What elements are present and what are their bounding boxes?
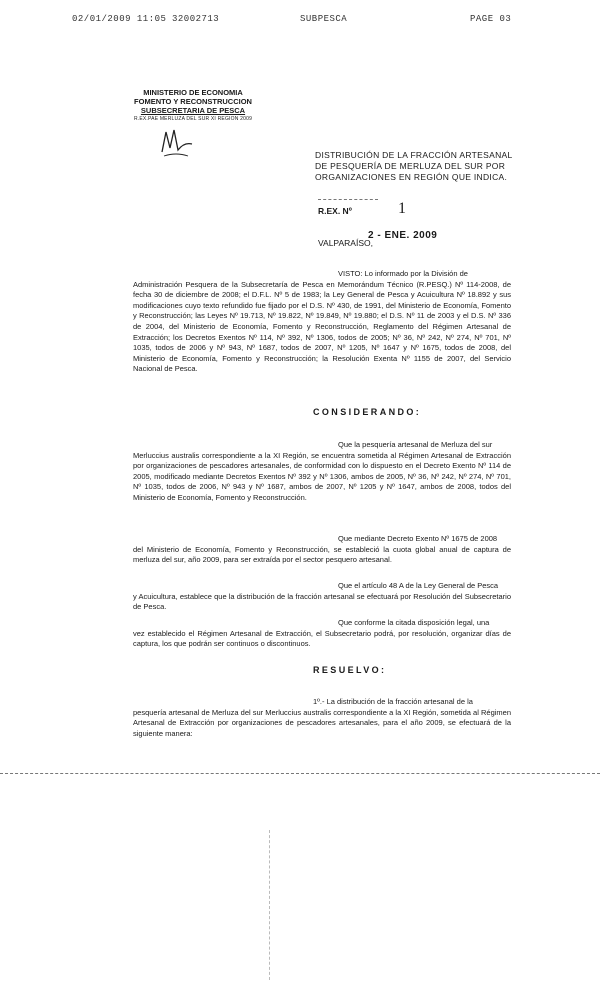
- considerando-body: del Ministerio de Economía, Fomento y Reconstrucción, se estableció la cuota global anual de captura de merluza del sur, año 2009, para ser extraída por el sector pesquero artesanal.: [133, 544, 511, 565]
- ministry-line-1: MINISTERIO DE ECONOMIA: [143, 88, 243, 97]
- resuelvo-body: pesquería artesanal de Merluza del sur Merluccius australis correspondiente a la XI Región, sometida al Régimen Artesanal de Extracción por organizaciones de pescadores artesanales, para el año 2009, se efectuará de la siguiente manera:: [133, 707, 511, 738]
- considerando-lead: Que el artículo 48 A de la Ley General de Pesca: [338, 581, 499, 590]
- considerando-item: [133, 534, 511, 566]
- ministry-line-3: SUBSECRETARIA DE PESCA: [140, 106, 246, 115]
- resolution-number: 1: [398, 200, 406, 217]
- resuelvo-paragraph: [133, 697, 511, 739]
- page-cut-line: [0, 773, 600, 774]
- considerando-item: [133, 618, 511, 650]
- considerando-item: [133, 581, 511, 613]
- considerando-body: Merluccius australis correspondiente a la XI Región, se encuentra sometida al Régimen Artesanal de Extracción por organizaciones de pescadores artesanales, de conformidad con lo dispuesto en el Decreto Exento Nº 114 de 2005, modificado mediante Decretos Exentos Nº 392 y Nº 1306, ambos de 2005, Nº 36, Nº 242, Nº 274, Nº 701, Nº 1035, todos de 2006, Nº 943 y Nº 1687, ambos de 2007, Nº 1205 y Nº 1647, ambos de 2008, todos del Ministerio de Economía, Fomento y Reconstrucción.: [133, 450, 511, 502]
- fax-sender: SUBPESCA: [300, 14, 348, 24]
- resolution-label: R.EX. Nº: [318, 206, 352, 216]
- signature-initials: [158, 122, 198, 162]
- fax-datetime: 02/01/2009 11:05: [72, 14, 167, 24]
- visto-lead: VISTO: Lo informado por la División de: [338, 269, 468, 278]
- resolution-place: VALPARAÍSO,: [318, 238, 373, 248]
- fold-line: [269, 830, 270, 980]
- signature-line: [318, 199, 378, 200]
- ministry-stamp: R.EX.PAE MERLUZA DEL SUR XI REGION 2009: [133, 116, 253, 122]
- considerando-item: [133, 440, 511, 504]
- considerando-body: y Acuicultura, establece que la distribución de la fracción artesanal se efectuará por Resolución del Subsecretario de Pesca.: [133, 591, 511, 612]
- fax-page: PAGE 03: [470, 14, 512, 24]
- fax-number: 32002713: [172, 14, 220, 24]
- considerando-lead: Que conforme la citada disposición legal, una: [338, 618, 490, 627]
- considerando-heading: CONSIDERANDO:: [313, 407, 422, 417]
- resolution-date: 2 - ENE. 2009: [368, 230, 438, 241]
- resuelvo-heading: RESUELVO:: [313, 665, 387, 675]
- ministry-line-2: FOMENTO Y RECONSTRUCCION: [134, 97, 252, 106]
- resuelvo-lead: 1º.- La distribución de la fracción artesanal de la: [313, 697, 473, 706]
- ministry-header: [108, 88, 278, 124]
- document-subject: DISTRIBUCIÓN DE LA FRACCIÓN ARTESANAL DE PESQUERÍA DE MERLUZA DEL SUR POR ORGANIZACIONES EN REGIÓN QUE INDICA.: [315, 150, 513, 182]
- considerando-lead: Que mediante Decreto Exento Nº 1675 de 2008: [338, 534, 498, 543]
- visto-paragraph: [133, 269, 511, 375]
- considerando-lead: Que la pesquería artesanal de Merluza del sur: [338, 440, 493, 449]
- considerando-body: vez establecido el Régimen Artesanal de Extracción, el Subsecretario podrá, por resolución, organizar días de captura, los que podrán ser continuos o discontinuos.: [133, 628, 511, 649]
- visto-body: Administración Pesquera de la Subsecretaría de Pesca en Memorándum Técnico (R.PESQ.) Nº 114-2008, de fecha 30 de diciembre de 2008; el D.F.L. Nº 5 de 1983; la Ley General de Pesca y Acuicultura Nº 18.892 y sus modificaciones cuyo texto refundido fue fijado por el D.S. Nº 430, de 1991, del Ministerio de Economía, Fomento y Reconstrucción; las Leyes Nº 19.713, Nº 19.822, Nº 19.849, Nº 19.880; el D.S. Nº 11 de 2003 y el D.S. Nº 336 de 2004, del Ministerio de Economía, Fomento y Reconstrucción, Reglamento del Régimen Artesanal de Extracción; los Decretos Exentos Nº 114, Nº 392, Nº 1306, todos de 2005; Nº 36, Nº 242, Nº 274, Nº 701, Nº 1035, todos de 2006 y Nº 943, Nº 1687, todos de 2007, Nº 1205, Nº 1647 y Nº 1675, todos de 2008, del Ministerio de Economía, Fomento y Reconstrucción; la Resolución Exenta Nº 1155 de 2007, del Servicio Nacional de Pesca.: [133, 279, 511, 374]
